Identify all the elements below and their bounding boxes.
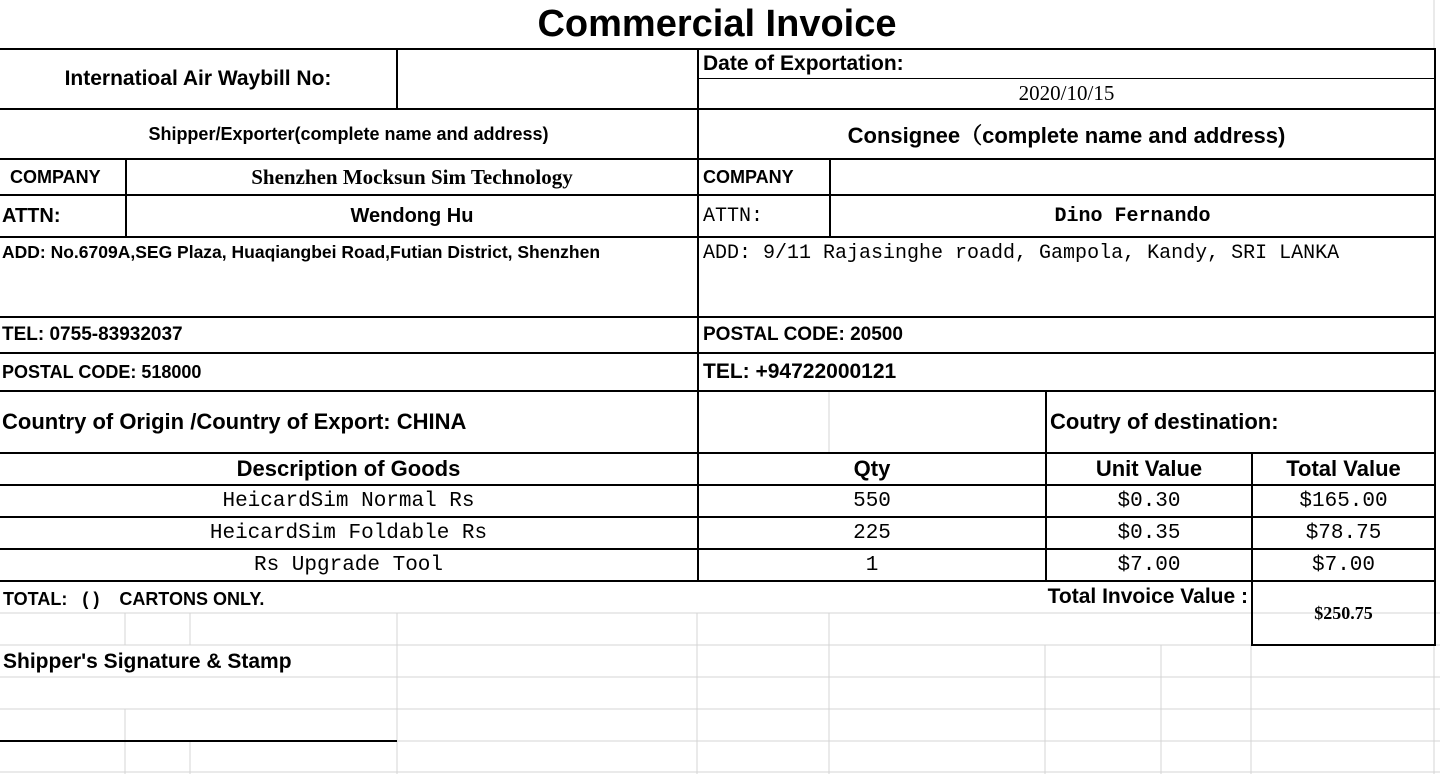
consignee-attn-label: ATTN: bbox=[703, 204, 764, 228]
goods-qty: 1 bbox=[865, 553, 879, 577]
goods-description: HeicardSim Normal Rs bbox=[222, 489, 475, 513]
country-of-destination: Coutry of destination: bbox=[1050, 409, 1279, 434]
shipper-tel: TEL: 0755-83932037 bbox=[2, 324, 183, 345]
goods-unit-value: $7.00 bbox=[1117, 553, 1181, 577]
goods-unit-value: $0.30 bbox=[1117, 489, 1181, 513]
export-date-value: 2020/10/15 bbox=[1018, 81, 1115, 105]
goods-total-value: $7.00 bbox=[1311, 553, 1375, 577]
invoice-title: Commercial Invoice bbox=[537, 2, 897, 45]
waybill-label: Internatioal Air Waybill No: bbox=[64, 67, 332, 90]
shipper-attn-label: ATTN: bbox=[2, 204, 61, 227]
goods-unit-value: $0.35 bbox=[1117, 521, 1181, 545]
consignee-address: ADD: 9/11 Rajasinghe roadd, Gampola, Kandy, SRI LANKA bbox=[703, 242, 1340, 265]
consignee-postal: POSTAL CODE: 20500 bbox=[703, 324, 903, 345]
col-header-total-value: Total Value bbox=[1286, 456, 1401, 481]
export-date-label: Date of Exportation: bbox=[703, 52, 904, 75]
total-invoice-value-label: Total Invoice Value : bbox=[1047, 585, 1248, 608]
total-invoice-value: $250.75 bbox=[1314, 602, 1373, 623]
col-header-qty: Qty bbox=[853, 456, 891, 481]
goods-qty: 550 bbox=[853, 489, 891, 513]
goods-description: Rs Upgrade Tool bbox=[253, 553, 444, 577]
consignee-header: Consignee（complete name and address) bbox=[847, 122, 1286, 148]
signature-area[interactable] bbox=[0, 680, 397, 740]
goods-qty: 225 bbox=[853, 521, 891, 545]
shipper-attn-value: Wendong Hu bbox=[350, 204, 474, 227]
consignee-tel: TEL: +94722000121 bbox=[703, 360, 897, 383]
goods-total-value: $78.75 bbox=[1305, 521, 1382, 545]
total-cartons: TOTAL: ( ) CARTONS ONLY. bbox=[3, 588, 265, 609]
goods-description: HeicardSim Foldable Rs bbox=[209, 521, 488, 545]
consignee-company-label: COMPANY bbox=[703, 166, 794, 187]
goods-total-value: $165.00 bbox=[1299, 489, 1388, 513]
shipper-header: Shipper/Exporter(complete name and address) bbox=[148, 123, 549, 144]
shipper-company-label: COMPANY bbox=[10, 166, 101, 187]
waybill-value[interactable] bbox=[398, 50, 697, 108]
country-of-origin: Country of Origin /Country of Export: CHINA bbox=[2, 409, 467, 434]
consignee-attn-value: Dino Fernando bbox=[1054, 204, 1211, 228]
shipper-postal: POSTAL CODE: 518000 bbox=[2, 361, 202, 382]
shipper-company-value: Shenzhen Mocksun Sim Technology bbox=[251, 164, 573, 189]
shipper-signature-label: Shipper's Signature & Stamp bbox=[3, 650, 292, 673]
col-header-unit-value: Unit Value bbox=[1095, 456, 1203, 481]
shipper-address: ADD: No.6709A,SEG Plaza, Huaqiangbei Road,Futian District, Shenzhen bbox=[2, 242, 601, 262]
consignee-company-value bbox=[831, 160, 1434, 194]
col-header-description: Description of Goods bbox=[236, 456, 461, 481]
